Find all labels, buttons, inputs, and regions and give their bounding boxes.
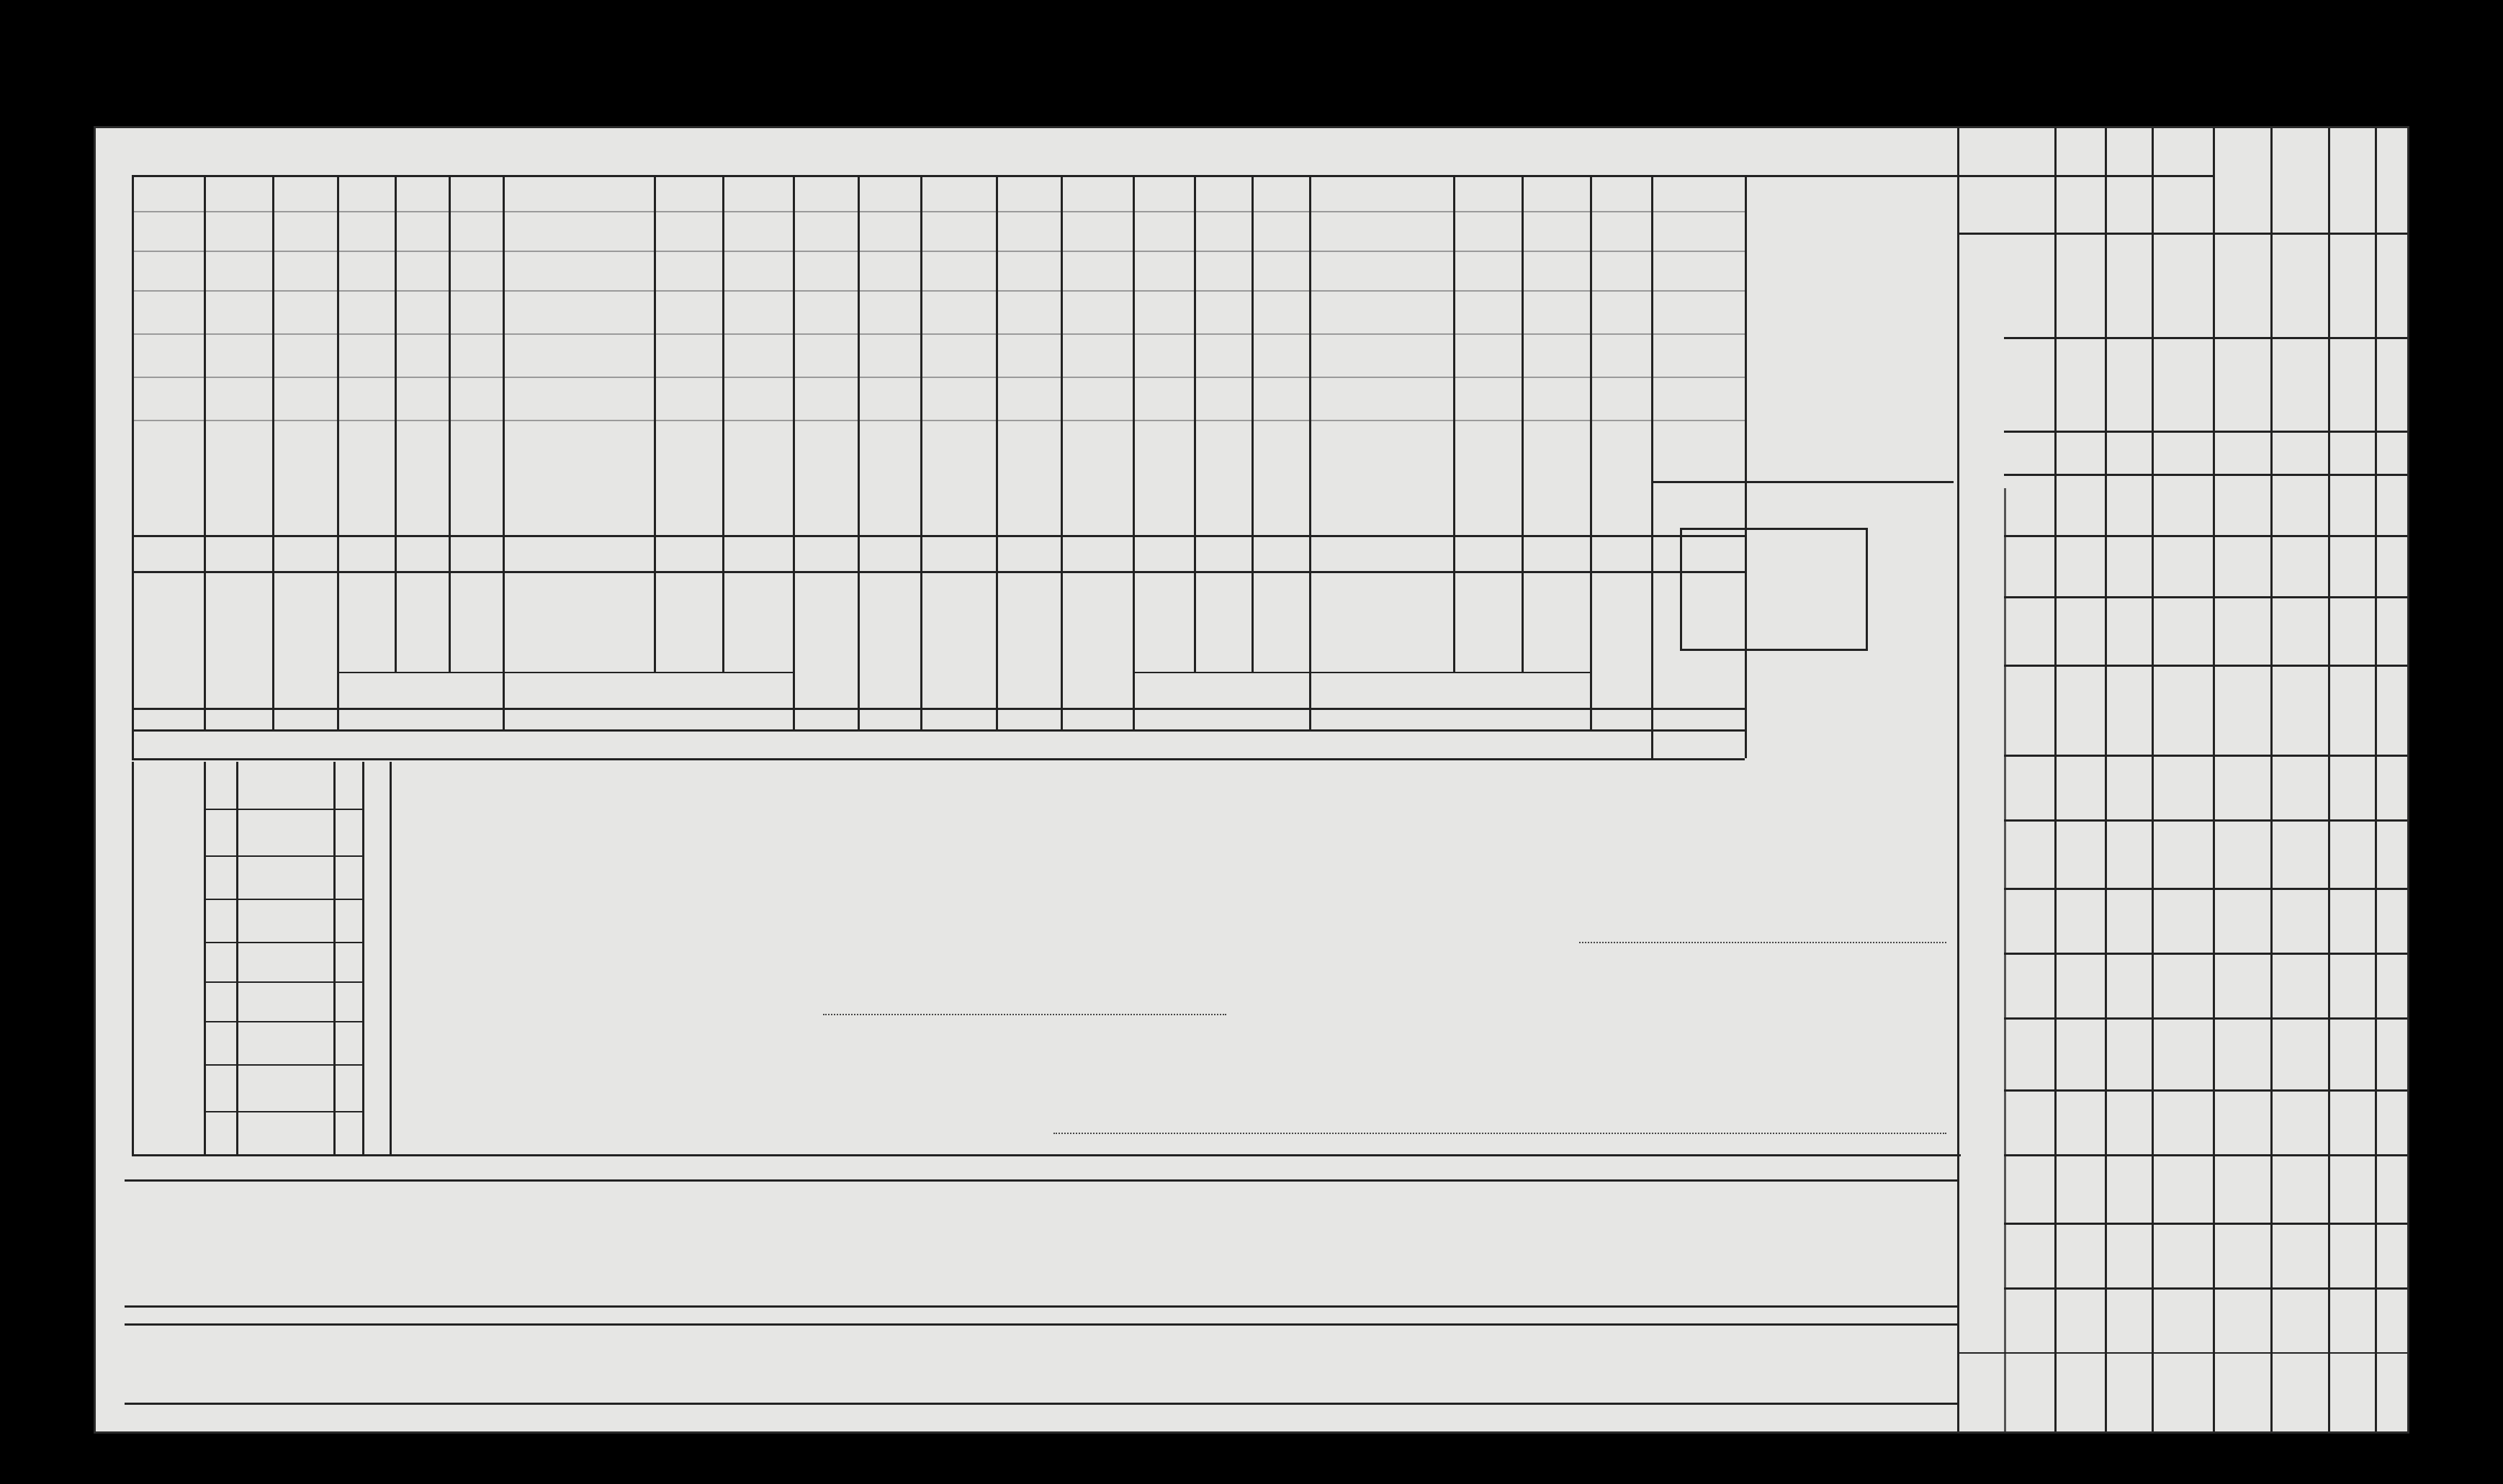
land-row-label [2378,1363,2404,1428]
livestock-grid [96,128,1961,1431]
census-card [94,126,2409,1434]
